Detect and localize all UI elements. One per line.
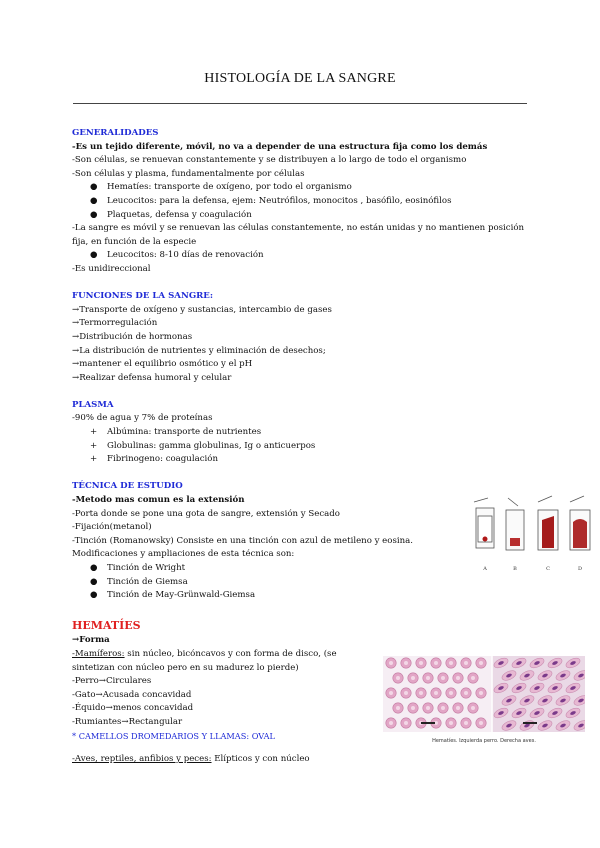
text-line: -Mamíferos: sin núcleo, bicóncavos y con forma de disco, (se sintetizan con núcleo pero en su madurez lo pierde) — [72, 648, 337, 673]
text-line: Modificaciones y ampliaciones de esta técnica son: — [72, 549, 295, 560]
erythrocytes-micrograph — [383, 656, 585, 732]
text-line: -90% de agua y 7% de proteínas — [72, 413, 213, 424]
section-heading-plasma: PLASMA — [72, 399, 114, 410]
text-line: -Rumiantes→Rectangular — [72, 716, 183, 727]
section-heading-hematies: HEMATÍES — [72, 619, 141, 633]
bullet-item: ● Hematíes: transporte de oxígeno, por todo el organismo — [90, 182, 352, 193]
figure-label-d: D — [577, 566, 583, 572]
section-heading-generalidades: GENERALIDADES — [72, 128, 159, 138]
text-line: -Es unidireccional — [72, 263, 151, 274]
section-heading-funciones: FUNCIONES DE LA SANGRE: — [72, 291, 214, 302]
text-line: -Metodo mas comun es la extensión — [72, 495, 245, 506]
list-item: →Realizar defensa humoral y celular — [72, 372, 232, 383]
smear-technique-figure — [466, 494, 598, 576]
note-line: * CAMELLOS DROMEDARIOS Y LLAMAS: OVAL — [72, 730, 275, 741]
bullet-item: ● Tinción de Giemsa — [90, 576, 188, 587]
text-line: →Forma — [72, 635, 110, 646]
figure-label-c: C — [546, 566, 550, 572]
text-line: -Fijación(metanol) — [72, 522, 152, 533]
text-line: -La sangre es móvil y se renuevan las células constantemente, no están unidas y no mantienen posición fija, en función de la especie — [72, 223, 525, 247]
text-line: -Équido→menos concavidad — [72, 703, 194, 714]
list-item: →Transporte de oxígeno y sustancias, intercambio de gases — [72, 304, 332, 315]
title-divider — [73, 103, 527, 104]
bullet-item: ● Leucocitos: para la defensa, ejem: Neutrófilos, monocitos , basófilo, eosinófilos — [90, 195, 452, 206]
bullet-item: + Fibrinogeno: coagulación — [90, 454, 218, 465]
bullet-item: ● Tinción de May-Grünwald-Giemsa — [90, 590, 256, 601]
bullet-item: ● Leucocitos: 8-10 días de renovación — [90, 250, 264, 261]
figure-label-a: A — [483, 566, 487, 572]
text-line: -Son células, se renuevan constantemente y se distribuyen a lo largo de todo el organismo — [72, 155, 467, 166]
figure-label-b: B — [513, 566, 517, 572]
list-item: →mantener el equilibrio osmótico y el pH — [72, 359, 253, 370]
bullet-item: ● Tinción de Wright — [90, 563, 186, 573]
text-line: -Porta donde se pone una gota de sangre, extensión y Secado — [72, 508, 340, 519]
bullet-item: ● Plaquetas, defensa y coagulación — [90, 209, 252, 220]
list-item: →Termorregulación — [72, 318, 158, 329]
section-heading-tecnica: TÉCNICA DE ESTUDIO — [72, 481, 183, 492]
page-title: HISTOLOGÍA DE LA SANGRE — [204, 71, 396, 86]
text-line: -Es un tejido diferente, móvil, no va a depender de una estructura fija como los demás — [72, 141, 488, 152]
text-line: -Son células y plasma, fundamentalmente por células — [72, 168, 305, 179]
text-line: -Aves, reptiles, anfibios y peces: Elípticos y con núcleo — [72, 754, 310, 765]
text-line: -Gato→Acusada concavidad — [72, 689, 192, 700]
text-line: -Tinción (Romanowsky) Consiste en una tinción con azul de metileno y eosina. — [72, 535, 413, 546]
text-line: -Perro→Circulares — [72, 676, 152, 687]
bullet-item: + Globulinas: gamma globulinas, Ig o anticuerpos — [90, 440, 316, 451]
list-item: →Distribución de hormonas — [72, 331, 193, 342]
list-item: →La distribución de nutrientes y eliminación de desechos; — [72, 345, 326, 356]
bullet-item: + Albúmina: transporte de nutrientes — [90, 427, 262, 438]
figure-caption: Hematíes. Izquierda perro. Derecha aves. — [432, 738, 536, 744]
blood-drop-icon — [483, 537, 488, 542]
